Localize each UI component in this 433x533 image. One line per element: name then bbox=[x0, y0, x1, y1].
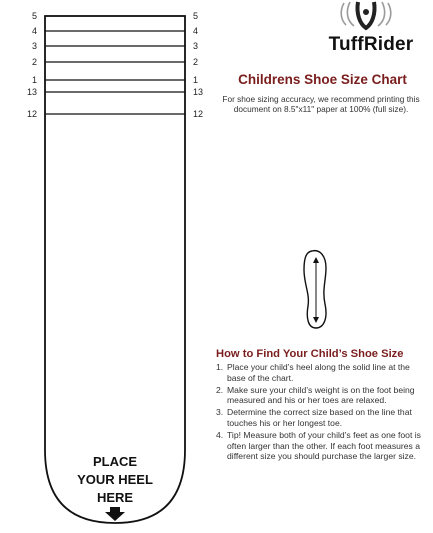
instructions-list bbox=[216, 362, 426, 463]
size-label-right-3: 3 bbox=[193, 41, 199, 51]
step-text: Place your child’s heel along the solid line at the base of the chart. bbox=[227, 362, 410, 383]
step-text: Tip! Measure both of your child’s feet as one foot is often larger than the other. If each foot measures a different size you should purchase the larger size. bbox=[227, 429, 421, 462]
heel-text-line-2: YOUR HEEL bbox=[77, 472, 153, 487]
page-title: Childrens Shoe Size Chart bbox=[238, 72, 407, 87]
size-label-right-13: 13 bbox=[193, 87, 204, 97]
size-chart bbox=[0, 0, 210, 533]
size-label-left-3: 3 bbox=[31, 41, 37, 51]
size-label-left-4: 4 bbox=[31, 26, 37, 36]
brand-logo bbox=[300, 0, 433, 60]
size-label-left-12: 12 bbox=[26, 109, 37, 119]
heel-text-line-1: PLACE bbox=[92, 454, 138, 469]
size-label-right-5: 5 bbox=[193, 11, 199, 21]
size-label-right-2: 2 bbox=[193, 57, 199, 67]
foot-outline-icon bbox=[298, 248, 334, 332]
heel-text-line-3: HERE bbox=[96, 490, 134, 505]
size-label-right-4: 4 bbox=[193, 26, 199, 36]
instruction-step bbox=[216, 362, 426, 384]
size-label-left-13: 13 bbox=[26, 87, 37, 97]
instruction-step bbox=[216, 385, 426, 407]
instruction-step bbox=[216, 407, 426, 429]
instruction-step bbox=[216, 430, 426, 462]
size-label-left-5: 5 bbox=[31, 11, 37, 21]
step-number: 3. bbox=[216, 407, 224, 418]
print-note: For shoe sizing accuracy, we recommend printing this document on 8.5"x11" paper at 100% (full size). bbox=[222, 94, 420, 114]
arrow-down-icon bbox=[105, 507, 125, 521]
heel-label bbox=[77, 454, 153, 505]
step-number: 4. bbox=[216, 429, 224, 440]
step-text: Determine the correct size based on the line that touches his or her longest toe. bbox=[227, 407, 412, 428]
instructions-title: How to Find Your Child’s Shoe Size bbox=[216, 348, 404, 360]
size-label-left-1: 1 bbox=[31, 75, 37, 85]
size-label-left-2: 2 bbox=[31, 57, 37, 67]
horseshoe-wings-icon bbox=[320, 0, 412, 34]
brand-name: TuffRider bbox=[328, 34, 414, 55]
step-text: Make sure your child’s weight is on the foot being measured and his or her toes are relaxed. bbox=[227, 384, 415, 406]
step-number: 2. bbox=[216, 384, 224, 395]
step-number: 1. bbox=[216, 362, 224, 372]
size-label-right-12: 12 bbox=[193, 109, 204, 119]
size-label-right-1: 1 bbox=[193, 75, 199, 85]
